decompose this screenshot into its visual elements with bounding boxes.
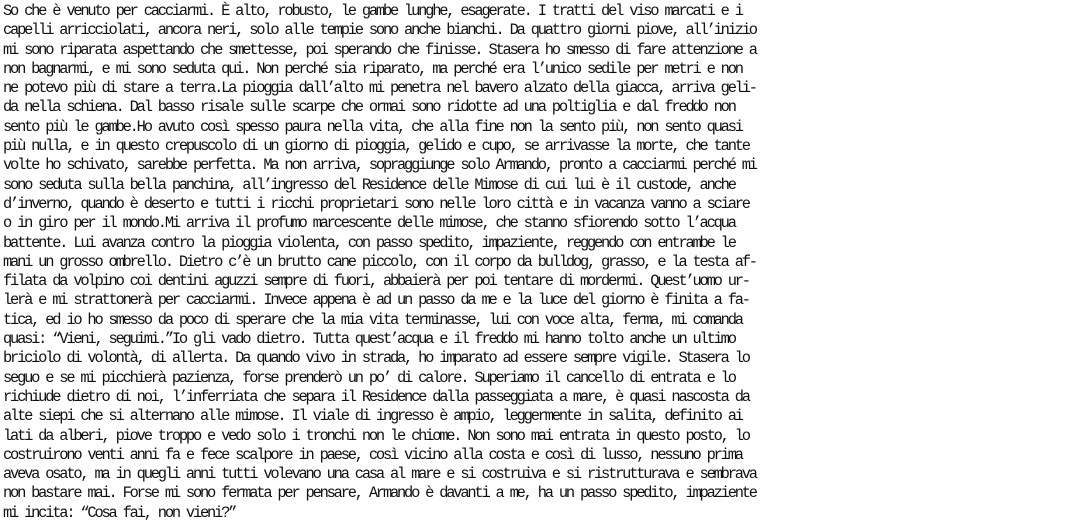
text-line: briciolo di volontà, di allerta. Da quando vivo in strada, ho imparato ad essere sempre vigile. Stasera lo xyxy=(3,349,749,368)
text-line: sono seduta sulla bella panchina, all’ingresso del Residence delle Mimose di cui lui è il custode, anche xyxy=(3,175,735,194)
text-line: battente. Lui avanza contro la pioggia violenta, con passo spedito, impaziente, reggendo con entrambe le xyxy=(3,233,735,252)
text-line: più nulla, e in questo crepuscolo di un giorno di pioggia, gelido e cupo, se arrivasse la morte, che tante xyxy=(3,137,749,156)
text-line: aveva osato, ma in quegli anni tutti volevano una casa al mare e si costruiva e si ristrutturava e sembrava xyxy=(3,465,756,484)
text-line: richiude dietro di noi, l’inferriata che separa il Residence dalla passeggiata a mare, è quasi nascosta da xyxy=(3,387,749,406)
text-line: sento più le gambe.Ho avuto così spesso paura nella vita, che alla fine non la sento più, non sento quasi xyxy=(3,117,742,136)
text-line: mani un grosso ombrello. Dietro c’è un brutto cane piccolo, con il corpo da bulldog, grasso, e la testa af- xyxy=(3,252,756,271)
text-line: non bagnarmi, e mi sono seduta qui. Non perché sia riparato, ma perché era l’unico sedile per metri e non xyxy=(3,59,742,78)
text-line: mi sono riparata aspettando che smettesse, poi sperando che finisse. Stasera ho smesso di fare attenzione a xyxy=(3,40,756,59)
text-line: lerà e mi strattonerà per cacciarmi. Invece appena è ad un passo da me e la luce del giorno è finita a fa- xyxy=(3,291,749,310)
text-line: lati da alberi, piove troppo e vedo solo i tronchi non le chiome. Non sono mai entrata in questo posto, lo xyxy=(3,426,749,445)
text-line: mi incita: “Cosa fai, non vieni?” xyxy=(3,503,236,522)
text-line: non bastare mai. Forse mi sono fermata per pensare, Armando è davanti a me, ha un passo spedito, impaziente xyxy=(3,484,756,503)
text-line: da nella schiena. Dal basso risale sulle scarpe che ormai sono ridotte ad una poltiglia e dal freddo non xyxy=(3,98,735,117)
text-line: alte siepi che si alternano alle mimose. Il viale di ingresso è ampio, leggermente in salita, definito ai xyxy=(3,407,742,426)
text-line: d’inverno, quando è deserto e tutti i ricchi proprietari sono nelle loro città e in vacanza vanno a sciare xyxy=(3,194,749,213)
text-line: seguo e se mi picchierà pazienza, forse prenderò un po’ di calore. Superiamo il cancello di entrata e lo xyxy=(3,368,735,387)
text-line: quasi: “Vieni, seguimi.”Io gli vado dietro. Tutta quest’acqua e il freddo mi hanno tolto anche un ultimo xyxy=(3,330,735,349)
text-line: capelli arricciolati, ancora neri, solo alle tempie sono anche bianchi. Da quattro giorni piove, all’inizio xyxy=(3,21,756,40)
text-line: tica, ed io ho smesso da poco di sperare che la mia vita terminasse, lui con voce alta, ferma, mi comanda xyxy=(3,310,742,329)
text-line: filata da volpino coi dentini aguzzi sempre di fuori, abbaierà per poi tentare di mordermi. Quest’uomo ur- xyxy=(3,272,749,291)
text-line: costruirono venti anni fa e fece scalpore in paese, così vicino alla costa e così di lusso, nessuno prima xyxy=(3,445,742,464)
text-line: So che è venuto per cacciarmi. È alto, robusto, le gambe lunghe, esagerate. I tratti del viso marcati e i xyxy=(3,2,742,20)
text-line: ne potevo più di stare a terra.La pioggia dall’alto mi penetra nel bavero alzato della giacca, arriva geli- xyxy=(3,79,756,98)
text-line: o in giro per il mondo.Mi arriva il profumo marcescente delle mimose, che stanno sfiorendo sotto l’acqua xyxy=(3,214,735,233)
text-line: volte ho schivato, sarebbe perfetta. Ma non arriva, sopraggiunge solo Armando, pronto a cacciarmi perché mi xyxy=(3,156,756,175)
